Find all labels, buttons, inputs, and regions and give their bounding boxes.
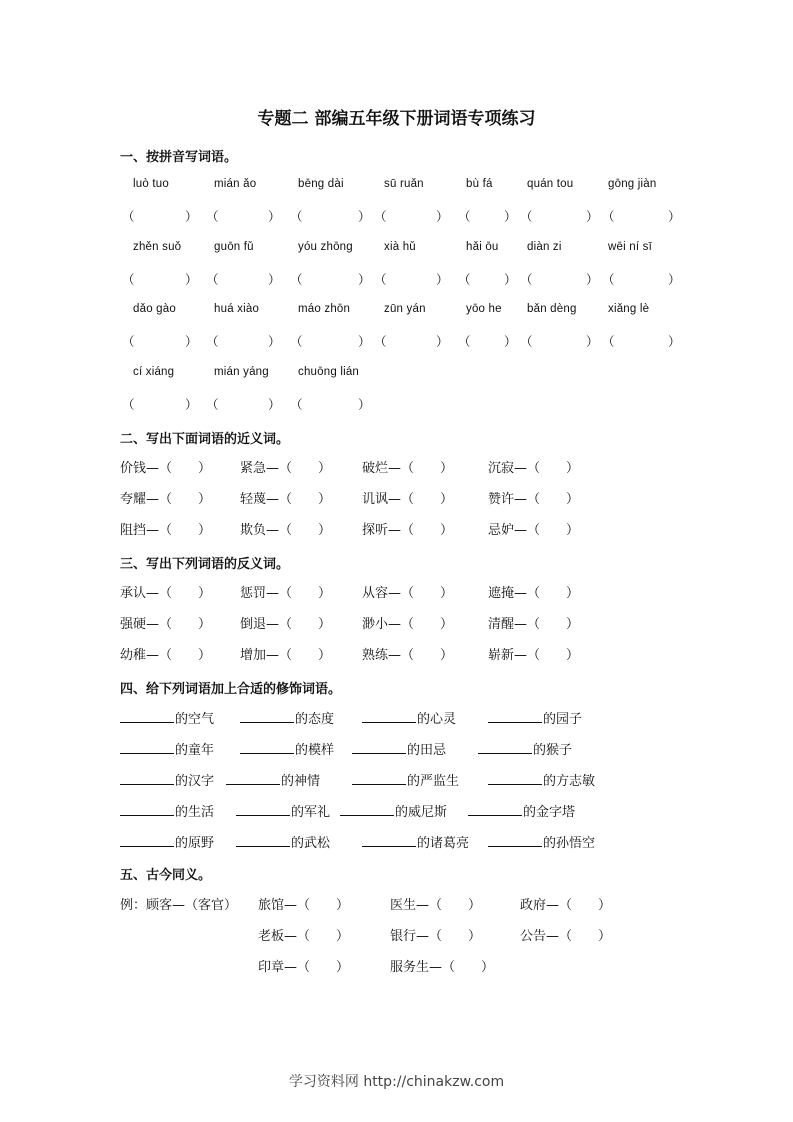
modifier-word: 的猴子 <box>533 743 573 758</box>
word-item: 渺小—（ ） <box>362 617 454 632</box>
answer-paren-open: （ <box>206 397 219 412</box>
fill-blank <box>226 772 280 785</box>
fill-blank <box>488 772 542 785</box>
word-item: 承认—（ ） <box>120 586 212 601</box>
word-item: 熟练—（ ） <box>362 648 454 663</box>
modifier-word: 的神情 <box>281 774 321 789</box>
fill-blank <box>120 803 174 816</box>
pinyin-prompt: gōng jiàn <box>608 178 657 190</box>
word-item: 倒退—（ ） <box>240 617 332 632</box>
pinyin-prompt: diàn zi <box>527 241 562 253</box>
answer-paren-open: （ <box>122 209 135 224</box>
word-item: 强硬—（ ） <box>120 617 212 632</box>
pinyin-prompt: zhěn suǒ <box>133 241 182 253</box>
word-item: 破烂—（ ） <box>362 461 454 476</box>
pinyin-prompt: bǎn dèng <box>527 303 577 315</box>
answer-paren-open: （ <box>602 334 615 349</box>
answer-paren-close: ） <box>185 397 198 412</box>
answer-paren-open: （ <box>602 272 615 287</box>
fill-blank <box>340 803 394 816</box>
answer-paren-open: （ <box>520 272 533 287</box>
modifier-item <box>240 739 334 758</box>
fill-blank <box>478 741 532 754</box>
word-item: 探听—（ ） <box>362 523 454 538</box>
section-4-heading: 四、给下列词语加上合适的修饰词语。 <box>120 682 342 697</box>
fill-blank <box>488 834 542 847</box>
answer-paren-close: ） <box>436 272 449 287</box>
modifier-item <box>352 739 446 758</box>
word-item: 讥讽—（ ） <box>362 492 454 507</box>
modifier-word: 的威尼斯 <box>395 805 448 820</box>
modifier-item <box>120 832 214 851</box>
fill-blank <box>236 834 290 847</box>
word-item: 赞许—（ ） <box>488 492 580 507</box>
modifier-item <box>226 770 320 789</box>
fill-blank <box>362 834 416 847</box>
word-item: 增加—（ ） <box>240 648 332 663</box>
answer-paren-close: ） <box>586 272 599 287</box>
answer-paren-open: （ <box>122 334 135 349</box>
answer-paren-open: （ <box>602 209 615 224</box>
modifier-item <box>120 801 214 820</box>
pinyin-prompt: huá xiào <box>214 303 260 315</box>
answer-paren-close: ） <box>185 209 198 224</box>
pinyin-prompt: bù fá <box>466 178 493 190</box>
pinyin-prompt: xiǎng lè <box>608 303 650 315</box>
section-3-heading: 三、写出下列词语的反义词。 <box>120 557 290 572</box>
pinyin-prompt: luò tuo <box>133 178 169 190</box>
answer-paren-open: （ <box>458 209 471 224</box>
modifier-word: 的童年 <box>175 743 215 758</box>
word-item: 清醒—（ ） <box>488 617 580 632</box>
fill-blank <box>120 710 174 723</box>
word-item: 银行—（ ） <box>390 929 482 944</box>
modifier-word: 的生活 <box>175 805 215 820</box>
modifier-item <box>488 832 595 851</box>
answer-paren-open: （ <box>374 334 387 349</box>
word-item: 旅馆—（ ） <box>258 898 350 913</box>
word-item: 夸耀—（ ） <box>120 492 212 507</box>
modifier-word: 的汉字 <box>175 774 215 789</box>
modifier-word: 的武松 <box>291 836 331 851</box>
modifier-item <box>478 739 572 758</box>
answer-paren-open: （ <box>290 272 303 287</box>
fill-blank <box>488 710 542 723</box>
answer-paren-close: ） <box>436 334 449 349</box>
answer-paren-open: （ <box>520 334 533 349</box>
answer-paren-open: （ <box>206 334 219 349</box>
word-item: 崭新—（ ） <box>488 648 580 663</box>
answer-paren-close: ） <box>358 397 371 412</box>
fill-blank <box>236 803 290 816</box>
answer-paren-open: （ <box>458 334 471 349</box>
word-item: 从容—（ ） <box>362 586 454 601</box>
pinyin-prompt: bēng dài <box>298 178 344 190</box>
modifier-word: 的方志敏 <box>543 774 596 789</box>
answer-paren-close: ） <box>504 272 517 287</box>
answer-paren-close: ） <box>668 272 681 287</box>
modifier-word: 的田忌 <box>407 743 447 758</box>
modifier-word: 的原野 <box>175 836 215 851</box>
word-item: 轻蔑—（ ） <box>240 492 332 507</box>
modifier-word: 的模样 <box>295 743 335 758</box>
fill-blank <box>240 710 294 723</box>
section-5-heading: 五、古今同义。 <box>120 868 212 883</box>
pinyin-prompt: wēi ní sī <box>608 241 652 253</box>
pinyin-prompt: zūn yán <box>384 303 426 315</box>
answer-paren-close: ） <box>358 334 371 349</box>
modifier-item <box>340 801 447 820</box>
answer-paren-open: （ <box>520 209 533 224</box>
word-item: 紧急—（ ） <box>240 461 332 476</box>
word-item: 沉寂—（ ） <box>488 461 580 476</box>
modifier-word: 的诸葛亮 <box>417 836 470 851</box>
answer-paren-open: （ <box>290 397 303 412</box>
fill-blank <box>120 772 174 785</box>
answer-paren-close: ） <box>668 209 681 224</box>
pinyin-prompt: mián ǎo <box>214 178 257 190</box>
footer-watermark: 学习资料网 http://chinakzw.com <box>288 1074 505 1090</box>
fill-blank <box>120 834 174 847</box>
answer-paren-close: ） <box>185 272 198 287</box>
answer-paren-open: （ <box>206 209 219 224</box>
pinyin-prompt: dǎo gào <box>133 303 176 315</box>
fill-blank <box>120 741 174 754</box>
word-item: 价钱—（ ） <box>120 461 212 476</box>
answer-paren-close: ） <box>668 334 681 349</box>
modifier-item <box>120 708 214 727</box>
answer-paren-close: ） <box>185 334 198 349</box>
word-item: 阻挡—（ ） <box>120 523 212 538</box>
pinyin-prompt: mián yáng <box>214 366 269 378</box>
modifier-item <box>468 801 575 820</box>
answer-paren-close: ） <box>504 334 517 349</box>
modifier-item <box>362 832 469 851</box>
pinyin-prompt: chuōng lián <box>298 366 360 378</box>
pinyin-prompt: sū ruǎn <box>384 178 424 190</box>
fill-blank <box>240 741 294 754</box>
word-item: 印章—（ ） <box>258 960 350 975</box>
modifier-word: 的园子 <box>543 712 583 727</box>
pinyin-prompt: guōn fǔ <box>214 241 254 253</box>
answer-paren-close: ） <box>358 272 371 287</box>
modifier-item <box>352 770 459 789</box>
modifier-word: 的军礼 <box>291 805 331 820</box>
modifier-item <box>488 770 595 789</box>
modifier-item <box>240 708 334 727</box>
answer-paren-close: ） <box>504 209 517 224</box>
answer-paren-open: （ <box>374 209 387 224</box>
answer-paren-close: ） <box>586 209 599 224</box>
page-title: 专题二 部编五年级下册词语专项练习 <box>257 109 536 129</box>
word-item: 政府—（ ） <box>520 898 612 913</box>
word-item: 忌妒—（ ） <box>488 523 580 538</box>
word-item: 医生—（ ） <box>390 898 482 913</box>
answer-paren-open: （ <box>458 272 471 287</box>
answer-paren-open: （ <box>122 397 135 412</box>
modifier-word: 的金字塔 <box>523 805 576 820</box>
pinyin-prompt: máo zhōn <box>298 303 351 315</box>
modifier-word: 的空气 <box>175 712 215 727</box>
modifier-word: 的孙悟空 <box>543 836 596 851</box>
answer-paren-close: ） <box>358 209 371 224</box>
answer-paren-open: （ <box>290 209 303 224</box>
answer-paren-open: （ <box>374 272 387 287</box>
answer-paren-close: ） <box>268 209 281 224</box>
answer-paren-open: （ <box>290 334 303 349</box>
word-item: 欺负—（ ） <box>240 523 332 538</box>
fill-blank <box>362 710 416 723</box>
word-item: 老板—（ ） <box>258 929 350 944</box>
answer-paren-open: （ <box>122 272 135 287</box>
answer-paren-close: ） <box>268 272 281 287</box>
pinyin-prompt: yōo he <box>466 303 502 315</box>
modifier-word: 的心灵 <box>417 712 457 727</box>
modifier-item <box>120 770 214 789</box>
answer-paren-close: ） <box>586 334 599 349</box>
answer-paren-close: ） <box>268 334 281 349</box>
pinyin-prompt: quán tou <box>527 178 574 190</box>
pinyin-prompt: cí xiáng <box>133 366 175 378</box>
fill-blank <box>468 803 522 816</box>
answer-paren-close: ） <box>268 397 281 412</box>
modifier-item <box>362 708 456 727</box>
modifier-item <box>236 832 330 851</box>
example-text: 例：顾客—（客官） <box>120 898 238 913</box>
modifier-item <box>488 708 582 727</box>
word-item: 遮掩—（ ） <box>488 586 580 601</box>
answer-paren-open: （ <box>206 272 219 287</box>
pinyin-prompt: xià hǔ <box>384 241 416 253</box>
modifier-word: 的严监生 <box>407 774 460 789</box>
section-2-heading: 二、写出下面词语的近义词。 <box>120 432 290 447</box>
modifier-item <box>120 739 214 758</box>
answer-paren-close: ） <box>436 209 449 224</box>
word-item: 惩罚—（ ） <box>240 586 332 601</box>
fill-blank <box>352 741 406 754</box>
pinyin-prompt: hǎi ōu <box>466 241 499 253</box>
modifier-word: 的态度 <box>295 712 335 727</box>
fill-blank <box>352 772 406 785</box>
section-1-heading: 一、按拼音写词语。 <box>120 150 238 165</box>
word-item: 服务生—（ ） <box>390 960 495 975</box>
pinyin-prompt: yóu zhōng <box>298 241 353 253</box>
word-item: 公告—（ ） <box>520 929 612 944</box>
word-item: 幼稚—（ ） <box>120 648 212 663</box>
modifier-item <box>236 801 330 820</box>
